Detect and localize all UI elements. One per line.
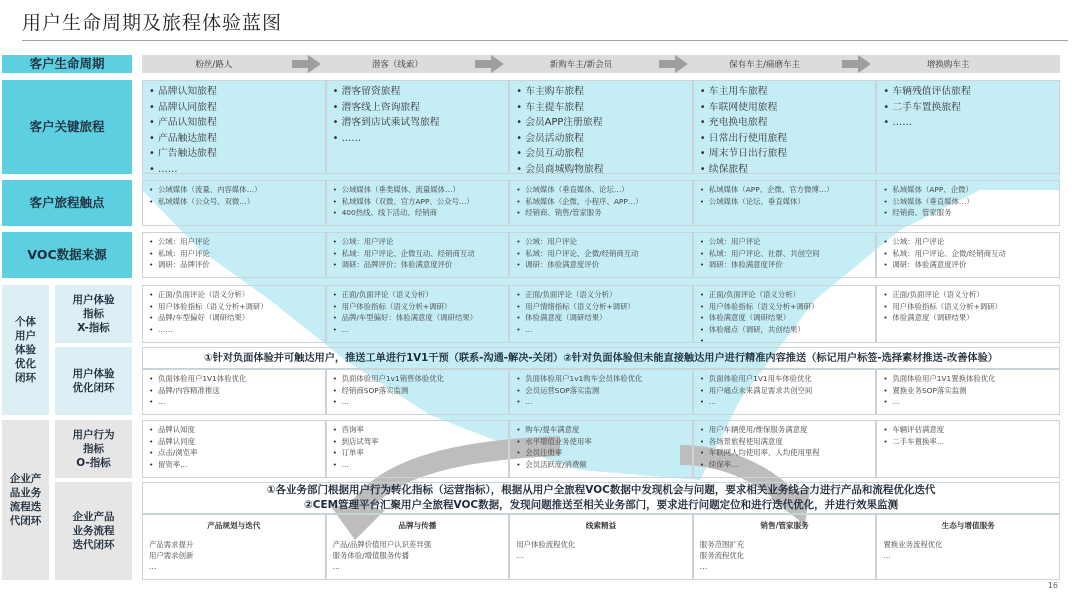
list-item: • 车主购车旅程 [516, 84, 686, 100]
journey-cell [326, 80, 510, 174]
department-item: … [149, 562, 157, 571]
department-item: 用户体验流程优化 [516, 540, 576, 549]
bullet-list [333, 236, 503, 271]
list-item: • 调研：品牌评价；体验满意度评价 [333, 259, 503, 271]
stage-arrow-icon [308, 55, 321, 73]
list-item: • … [516, 396, 686, 408]
bullet-list [700, 84, 870, 174]
stage-list [142, 55, 1060, 73]
list-item: • … [333, 396, 503, 408]
list-item: • 公域媒体（垂类媒体、流量媒体…） [333, 184, 503, 196]
list-item: • 品牌/内容精准推送 [149, 385, 319, 397]
list-item: • 公域：用户评论 [149, 236, 319, 248]
department-cell [509, 514, 693, 580]
stage-arrow-body [475, 60, 491, 68]
stage-arrow-icon [858, 55, 871, 73]
row-label-touchpoint: 客户旅程触点 [2, 180, 132, 226]
list-item: • 产品触达旅程 [149, 131, 319, 147]
list-item: • 公域：用户评论 [333, 236, 503, 248]
list-item: • 400热线、线下活动、经销商 [333, 207, 503, 219]
bullet-list [883, 424, 1053, 447]
bullet-list [333, 424, 503, 470]
list-item: • 负面体验用户1V1用车体验优化 [700, 373, 870, 385]
row-label-o-metric: 用户行为 指标 O-指标 [55, 420, 132, 478]
bullet-list [516, 84, 686, 174]
stage-arrow-icon [675, 55, 688, 73]
enterprise-banner-line-2: ②CEM管理平台汇聚用户全旅程VOC数据，发现问题推送至相关业务部门，要求进行问题定位和进行迭代优化，并进行效果监测 [303, 499, 899, 511]
list-item: • 产品认知旅程 [149, 115, 319, 131]
list-item: • 负面体验用户1V1体验优化 [149, 373, 319, 385]
stage-arrow-body [292, 60, 308, 68]
voc-cell [876, 232, 1060, 278]
list-item: • 品牌认知旅程 [149, 84, 319, 100]
list-item: • 私域：用户评论、企微/经销商互动 [883, 248, 1053, 260]
group-label-user-loop: 个体 用户 体验 优化 闭环 [2, 285, 49, 415]
list-item: • 潜客留资旅程 [333, 84, 503, 100]
stage-arrow-body [659, 60, 675, 68]
stage-label: 增换购车主 [926, 60, 970, 70]
list-item: • … [333, 459, 503, 471]
stage-label: 潜客（线索） [371, 60, 423, 70]
stage-arrow-body [842, 60, 858, 68]
bullet-list [883, 84, 1053, 131]
list-item: • 私域媒体（企微、小程序、APP…） [516, 196, 686, 208]
list-item: • 日常出行使用旅程 [700, 131, 870, 147]
bullet-list [516, 236, 686, 271]
list-item: • 品牌/车型偏好（调研结果） [149, 312, 319, 324]
bullet-list [700, 236, 870, 271]
journey-cell [142, 80, 326, 174]
user-opt-banner-text: ①针对负面体验并可触达用户，推送工单进行1V1干预（联系-沟通-解决-关闭）②针对负面体验但未能直接触达用户进行精准内容推送（标记用户标签-选择素材推送-改善体验） [204, 352, 998, 364]
list-item: • 用户情绪指标（语义分析+调研） [516, 301, 686, 313]
voc-cell [693, 232, 877, 278]
list-item: • 私域媒体（公众号、双微…） [149, 196, 319, 208]
list-item: • 二手车置换率… [883, 436, 1053, 448]
department-cell [693, 514, 877, 580]
department-item: … [516, 551, 524, 560]
list-item: • 用户痛点未来满足需求共创空间 [700, 385, 870, 397]
department-name: 线索精益 [585, 521, 617, 530]
x-metric-cell [876, 285, 1060, 343]
list-item: • 会员活跃度/消费额 [516, 459, 686, 471]
department-item: … [699, 562, 708, 571]
list-item: • 车联网使用旅程 [700, 100, 870, 116]
list-item: • 二手车置换旅程 [883, 100, 1053, 116]
list-item: • 负面体验用户1V1置换体验优化 [883, 373, 1053, 385]
group-label-enterprise-loop: 企业产 品业务 流程迭 代闭环 [2, 420, 49, 580]
department-item: 置换业务流程优化 [883, 540, 943, 549]
list-item: • 车辆残值评估旅程 [883, 84, 1053, 100]
o-metric-cell [142, 420, 326, 478]
bullet-list [700, 184, 870, 207]
bullet-list [149, 184, 319, 207]
list-item: • 品牌认知度 [149, 424, 319, 436]
voc-cell [142, 232, 326, 278]
bullet-list [149, 424, 319, 470]
bullet-list [333, 373, 503, 408]
list-item: • 私域媒体（APP、企微、官方微博…） [700, 184, 870, 196]
department-cell [876, 514, 1060, 580]
stage-arrow-icon [491, 55, 504, 73]
list-item: • 车联网人均使用率、人均使用里程 [700, 447, 870, 459]
list-item: • 公域：用户评论 [516, 236, 686, 248]
o-metric-cell [326, 420, 510, 478]
journey-cell [876, 80, 1060, 174]
list-item: • 品牌认同度 [149, 436, 319, 448]
list-item: • 经销商、管家服务 [883, 207, 1053, 219]
department-item: … [883, 551, 891, 560]
list-item: • 会员APP注册旅程 [516, 115, 686, 131]
department-item: … [332, 562, 340, 571]
bullet-list [516, 184, 686, 219]
touchpoint-cell [142, 180, 326, 226]
list-item: • 正面/负面评论（语义分析） [700, 289, 870, 301]
x-metric-cell [326, 285, 510, 343]
list-item: • … [883, 396, 1053, 408]
bullet-list [516, 424, 686, 470]
bullet-list [700, 373, 870, 408]
list-item: • 公域：用户评论 [883, 236, 1053, 248]
list-item: • 调研：体验满意度评价 [700, 259, 870, 271]
x-metric-cell [693, 285, 877, 343]
department-cell [142, 514, 326, 580]
touchpoint-cell [876, 180, 1060, 226]
touchpoint-cell [693, 180, 877, 226]
enterprise-banner-line-1: ①各业务部门根据用户行为转化指标（运营指标），根据从用户全旅程VOC数据中发现机会与问题，要求相关业务线合力进行产品和流程优化迭代 [266, 484, 936, 496]
user-opt-cell [509, 369, 693, 415]
stage-label: 保有车主/痛磨车主 [729, 60, 801, 70]
list-item: • 体验满意度（调研结果） [883, 312, 1053, 324]
row-label-enterprise-iter: 企业产品 业务流程 迭代闭环 [55, 482, 132, 580]
list-item: • 私域：用户评论、企微/经销商互动 [516, 248, 686, 260]
department-name: 生态与增值服务 [941, 521, 995, 530]
list-item: • 调研：体验满意度评价 [516, 259, 686, 271]
list-item: • 私域：用户评论 [149, 248, 319, 260]
bullet-list [149, 373, 319, 408]
list-item: • 公域：用户评论 [700, 236, 870, 248]
list-item: • 会员注册率 [516, 447, 686, 459]
list-item: • 私域：用户评论、社群、共创空间 [700, 248, 870, 260]
list-item: • 私域：用户评论、企微互动、经销商互动 [333, 248, 503, 260]
page-number: 16 [1047, 581, 1058, 590]
list-item: • 购车/提车满意度 [516, 424, 686, 436]
user-opt-cell [142, 369, 326, 415]
list-item: • 正面/负面评论（语义分析） [516, 289, 686, 301]
bullet-list [333, 84, 503, 146]
list-item: • 体验痛点（调研，共创结果） [700, 324, 870, 336]
list-item: • 潜客线上咨询旅程 [333, 100, 503, 116]
list-item: • 正面/负面评论（语义分析） [883, 289, 1053, 301]
department-item: 产品/品牌价值用户认识差异强 [332, 540, 432, 549]
list-item: • 用户体验指标（语义分析+调研） [333, 301, 503, 313]
department-name: 销售/管家服务 [760, 521, 809, 530]
list-item: • 会员活动旅程 [516, 131, 686, 147]
list-item: • 正面/负面评论（语义分析） [149, 289, 319, 301]
o-metric-cell [693, 420, 877, 478]
row-label-journey: 客户关键旅程 [2, 80, 132, 174]
list-item: • 留资率… [149, 459, 319, 471]
list-item: • 到店试驾率 [333, 436, 503, 448]
bullet-list [516, 289, 686, 335]
voc-cell [326, 232, 510, 278]
list-item: • 会员商城购物旅程 [516, 162, 686, 175]
department-item: 服务范围扩充 [699, 540, 745, 549]
user-opt-cell [876, 369, 1060, 415]
list-item: • 经销商SOP落实监测 [333, 385, 503, 397]
list-item: • 订单率 [333, 447, 503, 459]
list-item: • 周末节日出行旅程 [700, 146, 870, 162]
list-item: • 体验满意度（调研结果） [700, 312, 870, 324]
list-item: • 点击/浏览率 [149, 447, 319, 459]
department-name: 产品规划与迭代 [207, 521, 261, 530]
list-item: • 车辆评估满意度 [883, 424, 1053, 436]
list-item: • 用户体验指标（语义分析+调研） [700, 301, 870, 313]
user-opt-banner [142, 347, 1060, 369]
o-metric-cell [876, 420, 1060, 478]
list-item: • …… [149, 324, 319, 336]
row-label-user-opt: 用户体验 优化闭环 [55, 347, 132, 415]
list-item: • 公域媒体（垂直媒体、论坛…） [516, 184, 686, 196]
stage-label: 粉丝/路人 [195, 60, 233, 70]
department-item: 用户需求创新 [149, 551, 194, 560]
list-item: • 置换业务SOP落实监测 [883, 385, 1053, 397]
bullet-list [149, 236, 319, 271]
list-item: • … [700, 335, 870, 343]
department-item: 服务体验/增值服务传播 [332, 551, 409, 560]
list-item: • 负面体验用户1v1销售体验优化 [333, 373, 503, 385]
bullet-list [333, 184, 503, 219]
list-item: • …… [333, 131, 503, 147]
row-label-lifecycle: 客户生命周期 [2, 55, 132, 73]
list-item: • 会员互动旅程 [516, 146, 686, 162]
list-item: • 水平增值业务使用率 [516, 436, 686, 448]
list-item: • 咨询率 [333, 424, 503, 436]
journey-cell [693, 80, 877, 174]
journey-cell [509, 80, 693, 174]
bullet-list [883, 373, 1053, 408]
department-item: 服务流程优化 [699, 551, 745, 560]
touchpoint-cell [509, 180, 693, 226]
list-item: • 车主提车旅程 [516, 100, 686, 116]
list-item: • 续保率… [700, 459, 870, 471]
list-item: • 正面/负面评论（语义分析） [333, 289, 503, 301]
list-item: • 品牌/车型偏好：体验满意度（调研结果） [333, 312, 503, 324]
list-item: • 负面体验用户1v1购车会员体验优化 [516, 373, 686, 385]
bullet-list [700, 289, 870, 343]
list-item: • 车主用车旅程 [700, 84, 870, 100]
list-item: • 品牌认同旅程 [149, 100, 319, 116]
list-item: • … [516, 324, 686, 336]
list-item: • 潜客到店试乘试驾旅程 [333, 115, 503, 131]
page-title: 用户生命周期及旅程体验蓝图 [22, 12, 283, 34]
list-item: • … [149, 396, 319, 408]
list-item: • 用户车辆使用/维保服务满意度 [700, 424, 870, 436]
user-opt-cell [326, 369, 510, 415]
list-item: • 公域媒体（流量、内容媒体…） [149, 184, 319, 196]
list-item: • 续保旅程 [700, 162, 870, 175]
o-metric-cell [509, 420, 693, 478]
x-metric-cell [509, 285, 693, 343]
bullet-list [149, 84, 319, 174]
list-item: • 广告触达旅程 [149, 146, 319, 162]
list-item: • 调研：体验满意度评价 [883, 259, 1053, 271]
user-opt-cell [693, 369, 877, 415]
list-item: • 用户体验指标（语义分析+调研） [883, 301, 1053, 313]
list-item: • 会员运营SOP落实监测 [516, 385, 686, 397]
enterprise-banner [142, 482, 1060, 514]
list-item: • 私域媒体（APP、企微） [883, 184, 1053, 196]
bullet-list [516, 373, 686, 408]
list-item: • 各场景旅程使用满意度 [700, 436, 870, 448]
list-item: • …… [883, 115, 1053, 131]
voc-cell [509, 232, 693, 278]
row-label-voc: VOC数据来源 [2, 232, 132, 278]
list-item: • …… [149, 162, 319, 175]
bullet-list [149, 289, 319, 335]
bullet-list [700, 424, 870, 470]
list-item: • 私域媒体（双微、官方APP、公众号…） [333, 196, 503, 208]
list-item: • 公域媒体（论坛、垂直媒体） [700, 196, 870, 208]
department-item: 产品需求提升 [149, 540, 194, 549]
row-label-x-metric: 用户体验 指标 X-指标 [55, 285, 132, 343]
department-name: 品牌与传播 [398, 521, 437, 530]
bullet-list [333, 289, 503, 335]
list-item: • 充电换电旅程 [700, 115, 870, 131]
list-item: • 公域媒体（垂直媒体…） [883, 196, 1053, 208]
list-item: • 用户体验指标（语义分析+调研） [149, 301, 319, 313]
touchpoint-cell [326, 180, 510, 226]
bullet-list [883, 289, 1053, 324]
list-item: • 体验满意度（调研结果） [516, 312, 686, 324]
department-cell [326, 514, 510, 580]
list-item: • … [333, 324, 503, 336]
bullet-list [883, 236, 1053, 271]
department-list [142, 514, 1060, 580]
list-item: • … [700, 396, 870, 408]
list-item: • 经销商、销售/管家服务 [516, 207, 686, 219]
x-metric-cell [142, 285, 326, 343]
bullet-list [883, 184, 1053, 219]
list-item: • 调研：品牌评价 [149, 259, 319, 271]
stage-label: 新购车主/新会员 [549, 60, 613, 70]
